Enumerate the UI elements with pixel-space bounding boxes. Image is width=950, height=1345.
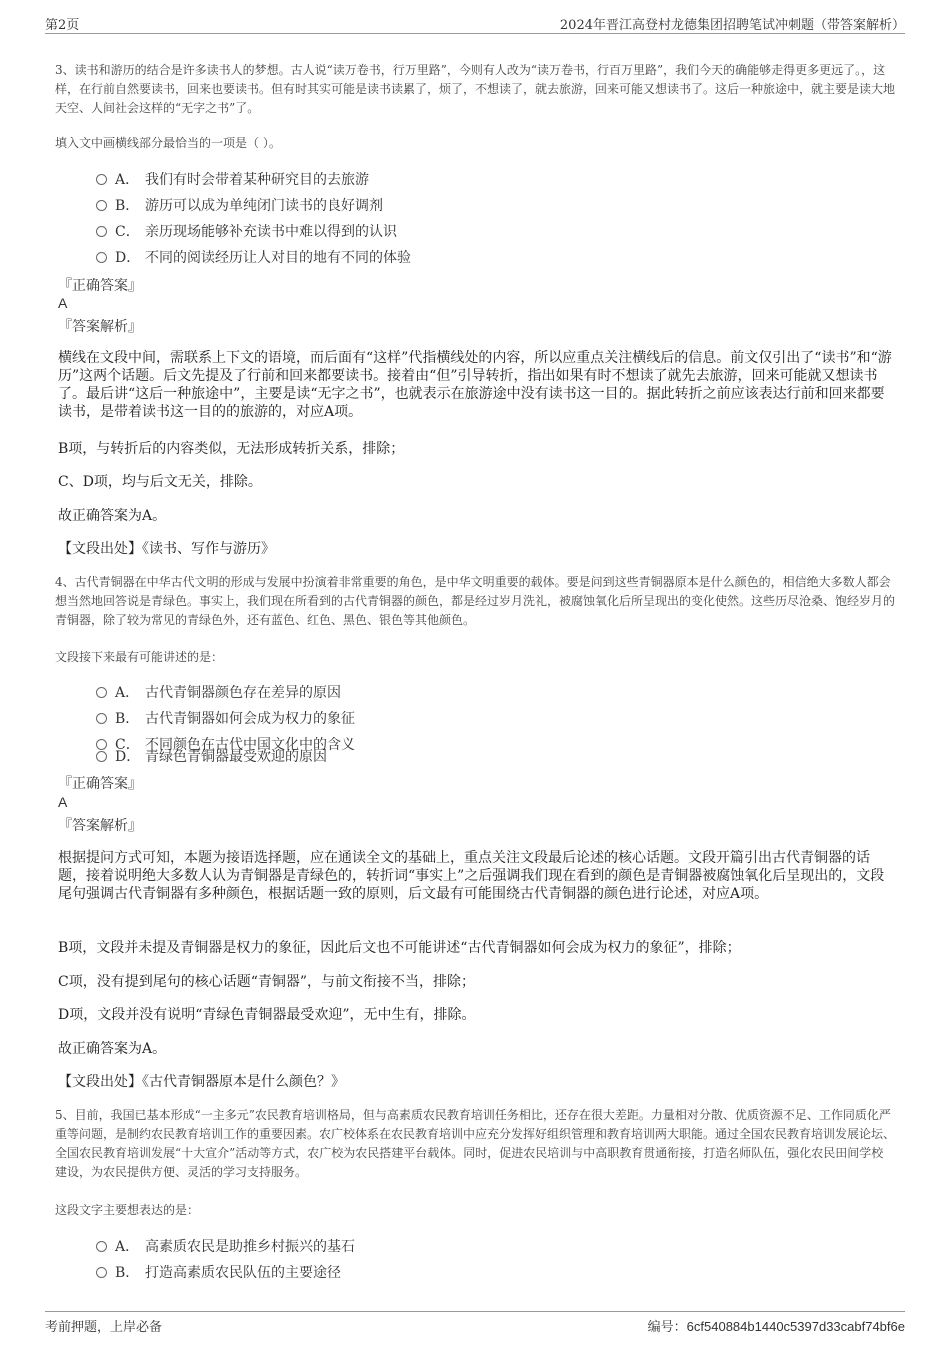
radio-icon[interactable] [96, 1267, 107, 1278]
q4-conclusion: 故正确答案为A。 [58, 1041, 167, 1057]
radio-icon[interactable] [96, 226, 107, 237]
q3-option-d[interactable]: D． 不同的阅读经历让人对目的地有不同的体验 [96, 247, 411, 269]
q4-line-c: C项，没有提到尾句的核心话题“青铜器”，与前文衔接不当，排除； [58, 974, 476, 990]
q3-conclusion: 故正确答案为A。 [58, 508, 167, 524]
q4-answer: A [58, 794, 68, 810]
q4-line-b: B项，文段并未提及青铜器是权力的象征，因此后文也不可能讲述“古代青铜器如何会成为权力的象征”，排除； [58, 940, 741, 956]
radio-icon[interactable] [96, 687, 107, 698]
q3-analysis: 横线在文段中间，需联系上下文的语境，而后面有“这样”代指横线处的内容，所以应重点关注横线后的信息。前文仅引出了“读书”和“游历”这两个话题。后文先提及了行前和回来都要读书。接着由“但”引导转折，指出如果有时不想读了就先去旅游，回来可能就又想读书了。最后讲“这后一种旅途中”，主要是读“无字之书”，也就表示在旅游途中没有读书这一目的。据此转折之前应该表达行前和回来都要读书，是带着读书这一目的的旅游的，对应A项。 [58, 350, 892, 420]
document-title: 2024年晋江高登村龙德集团招聘笔试冲刺题（带答案解析） [559, 18, 905, 33]
radio-icon[interactable] [96, 252, 107, 263]
q3-option-b[interactable]: B． 游历可以成为单纯闭门读书的良好调剂 [96, 195, 383, 217]
q4-line-d: D项，文段并没有说明“青绿色青铜器最受欢迎”，无中生有，排除。 [58, 1007, 476, 1023]
q4-prompt: 文段接下来最有可能讲述的是： [55, 650, 224, 664]
q4-source: 【文段出处】《古代青铜器原本是什么颜色？》 [58, 1074, 345, 1090]
q4-option-b[interactable]: B． 古代青铜器如何会成为权力的象征 [96, 708, 355, 730]
page-footer [45, 1311, 905, 1335]
q5-option-a[interactable]: A． 高素质农民是助推乡村振兴的基石 [96, 1236, 355, 1258]
q3-option-c[interactable]: C． 亲历现场能够补充读书中难以得到的认识 [96, 221, 397, 243]
q3-analysis-label: 『答案解析』 [58, 319, 142, 335]
q3-option-a[interactable]: A． 我们有时会带着某种研究目的去旅游 [96, 169, 369, 191]
q3-line-b: B项，与转折后的内容类似，无法形成转折关系，排除； [58, 441, 405, 457]
q5-option-b[interactable]: B． 打造高素质农民队伍的主要途径 [96, 1262, 341, 1284]
radio-icon[interactable] [96, 174, 107, 185]
q5-prompt: 这段文字主要想表达的是： [55, 1203, 200, 1217]
footer-slogan: 考前押题，上岸必备 [45, 1320, 163, 1335]
radio-icon[interactable] [96, 751, 107, 762]
q4-option-a[interactable]: A． 古代青铜器颜色存在差异的原因 [96, 682, 341, 704]
q5-passage: 5、目前，我国已基本形成“一主多元”农民教育培训格局，但与高素质农民教育培训任务相比，还存在很大差距。力量相对分散、优质资源不足、工作同质化严重等问题，是制约农民教育培训工作的重要因素。农广校体系在农民教育培训中应充分发挥好组织管理和教育培训两大职能。通过全国农民教育培训发展论坛、全国农民教育培训发展“十大宣介”活动等方式，农广校为农民搭建平台载体。同时，促进农民培训与中高职教育贯通衔接，打造名师队伍，强化农民田间学校建设，为农民提供方便、灵活的学习支持服务。 [55, 1108, 896, 1179]
q4-analysis-label: 『答案解析』 [58, 818, 142, 834]
q4-passage: 4、古代青铜器在中华古代文明的形成与发展中扮演着非常重要的角色，是中华文明重要的载体。要是问到这些青铜器原本是什么颜色的，相信绝大多数人都会想当然地回答说是青绿色。事实上，我们现在所看到的古代青铜器的颜色，都是经过岁月洗礼，被腐蚀氧化后所呈现出的变化使然。这些历尽沧桑、饱经岁月的青铜器，除了较为常见的青绿色外，还有蓝色、红色、黑色、银色等其他颜色。 [55, 575, 896, 627]
page-number: 第2页 [45, 18, 80, 33]
document-code: 编号：6cf540884b1440c5397d33cabf74bf6e [647, 1319, 905, 1334]
radio-icon[interactable] [96, 1241, 107, 1252]
radio-icon[interactable] [96, 200, 107, 211]
q3-passage: 3、读书和游历的结合是许多读书人的梦想。古人说“读万卷书，行万里路”，今则有人改为“读万卷书，行百万里路”，我们今天的确能够走得更多更远了。，这样，在行前自然要读书，回来也要读书。但有时其实可能是读书读累了，烦了，不想读了，就去旅游，回来可能又想读书了。这后一种旅途中，就主要是读大地天空、人间社会这样的“无字之书”了。 [55, 63, 896, 115]
q3-prompt: 填入文中画横线部分最恰当的一项是（ ）。 [55, 136, 281, 150]
q3-source: 【文段出处】《读书、写作与游历》 [58, 541, 275, 557]
q4-option-d[interactable]: D． 青绿色青铜器最受欢迎的原因 [96, 746, 327, 768]
q3-line-cd: C、D项，均与后文无关，排除。 [58, 474, 262, 490]
q4-answer-label: 『正确答案』 [58, 776, 142, 792]
q4-option-c[interactable]: C． 不同颜色在古代中国文化中的含义 [96, 734, 355, 756]
q3-answer-label: 『正确答案』 [58, 278, 142, 294]
radio-icon[interactable] [96, 713, 107, 724]
page-header [45, 14, 905, 34]
q4-analysis: 根据提问方式可知，本题为接语选择题，应在通读全文的基础上，重点关注文段最后论述的核心话题。文段开篇引出古代青铜器的话题，接着说明绝大多数人认为青铜器是青绿色的，转折词“事实上”之后强调我们现在看到的颜色是青铜器被腐蚀氧化后呈现出的，文段尾句强调古代青铜器有多种颜色，根据话题一致的原则，后文最有可能围绕古代青铜器的颜色进行论述，对应A项。 [58, 850, 885, 902]
q3-answer: A [58, 295, 68, 311]
